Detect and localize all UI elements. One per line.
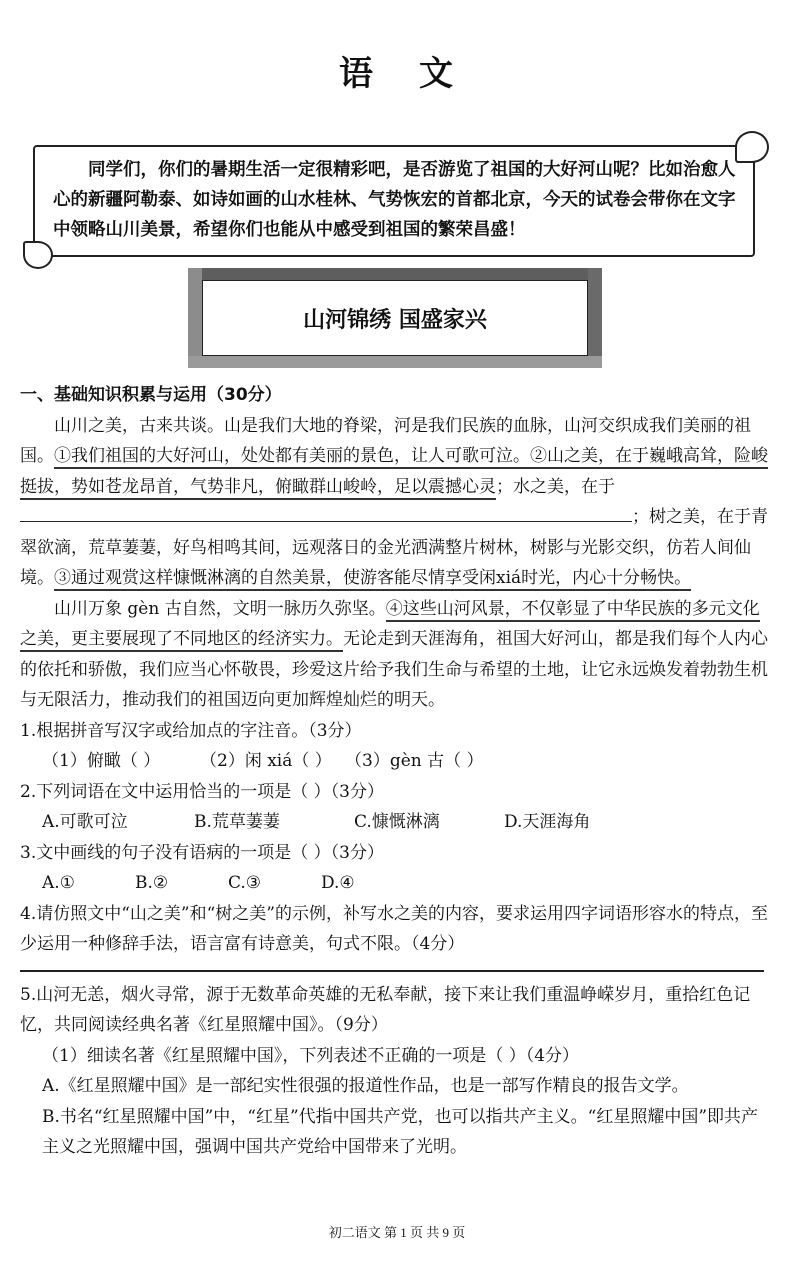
q2-option-b: B.荒草萋萋 xyxy=(194,812,280,832)
exam-content xyxy=(20,380,768,1163)
question-4: 4.请仿照文中“山之美”和“树之美”的示例，补写水之美的内容，要求运用四字词语形容水的特点，至少运用一种修辞手法，语言富有诗意美，句式不限。（4分） xyxy=(20,903,768,954)
fill-in-blank[interactable] xyxy=(20,503,632,522)
title-char-1: 语 xyxy=(339,54,375,94)
q2-option-a: A.可歌可泣 xyxy=(42,812,128,832)
intro-scroll-box xyxy=(33,145,755,257)
q1-item: （1）俯瞰（ ） xyxy=(42,751,161,771)
scroll-curl-decoration xyxy=(735,131,769,163)
question-3: 3.文中画线的句子没有语病的一项是（ ）（3分） xyxy=(20,842,384,863)
theme-banner xyxy=(188,268,602,368)
question-5: 5.山河无恙，烟火寻常，源于无数革命英雄的无私奉献，接下来让我们重温峥嵘岁月，重拾红色记忆，共同阅读经典名著《红星照耀中国》。（9分） xyxy=(20,984,751,1035)
section-heading: 一、基础知识积累与运用（30分） xyxy=(20,385,282,405)
intro-text: 同学们，你们的暑期生活一定很精彩吧，是否游览了祖国的大好河山呢？比如治愈人心的新疆阿勒泰、如诗如画的山水桂林、气势恢宏的首都北京，今天的试卷会带你在文字中领略山川美景，希望你们也能从中感受到祖国的繁荣昌盛！ xyxy=(53,160,736,240)
underlined-sentence-2: ②山之美，在于巍峨高耸，险峻挺拔，势如苍龙昂首，气势非凡，俯瞰群山峻岭，足以震撼心灵 xyxy=(20,446,768,500)
passage-paragraph-1: 山川之美，古来共谈。山是我们大地的脊梁，河是我们民族的血脉，山河交织成我们美丽的祖国。①我们祖国的大好河山，处处都有美丽的景色，让人可歌可泣。②山之美，在于巍峨高耸，险峻挺拔，势如苍龙昂首，气势非凡，俯瞰群山峻岭，足以震撼心灵；水之美，在于；树之美，在于青翠欲滴，荒草萋萋，好鸟相鸣其间，远观落日的金光洒满整片树林，树影与光影交织，仿若人间仙境。③通过观赏这样慷慨淋漓的自然美景，使游客能尽情享受闲xiá时光，内心十分畅快。 xyxy=(20,411,768,594)
q2-option-c: C.慷慨淋漓 xyxy=(354,812,440,832)
q1-item: （3）gèn 古（ ） xyxy=(345,751,484,771)
page-footer: 初二语文 第 1 页 共 9 页 xyxy=(328,1225,466,1240)
q1-item: （2）闲 xiá（ ） xyxy=(200,751,332,771)
scroll-curl-decoration xyxy=(23,241,53,269)
title-char-2: 文 xyxy=(419,54,455,94)
underlined-sentence-3: ③通过观赏这样慷慨淋漓的自然美景，使游客能尽情享受闲xiá时光，内心十分畅快。 xyxy=(54,568,691,591)
question-2: 2.下列词语在文中运用恰当的一项是（ ）（3分） xyxy=(20,781,384,802)
question-1: 1.根据拼音写汉字或给加点的字注音。（3分） xyxy=(20,720,362,741)
question-1-options xyxy=(42,746,768,777)
page-title xyxy=(0,46,794,95)
passage-paragraph-2: 山川万象 gèn 古自然，文明一脉历久弥坚。④这些山河风景，不仅彰显了中华民族的多元文化之美，更主要展现了不同地区的经济实力。无论走到天涯海角，祖国大好河山，都是我们每个人内心的依托和骄傲，我们应当心怀敬畏，珍爱这片给予我们生命与希望的土地，让它永远焕发着勃勃生机与无限活力，推动我们的祖国迈向更加辉煌灿烂的明天。 xyxy=(20,598,768,710)
answer-line[interactable] xyxy=(20,970,764,972)
question-2-options xyxy=(42,807,768,838)
q3-option-c: C.③ xyxy=(228,873,262,893)
q5-1-option-b: B.书名“红星照耀中国”中，“红星”代指中国共产党，也可以指共产主义。“红星照耀中国”即共产主义之光照耀中国，强调中国共产党给中国带来了光明。 xyxy=(42,1106,759,1157)
q5-1-option-a: A.《红星照耀中国》是一部纪实性很强的报道性作品，也是一部写作精良的报告文学。 xyxy=(42,1076,689,1096)
banner-text: 山河锦绣 国盛家兴 xyxy=(202,280,588,356)
q2-option-d: D.天涯海角 xyxy=(504,812,591,832)
q3-option-a: A.① xyxy=(42,873,75,893)
question-5-1: （1）细读名著《红星照耀中国》，下列表述不正确的一项是（ ）（4分） xyxy=(42,1045,580,1066)
q3-option-d: D.④ xyxy=(321,873,355,893)
q3-option-b: B.② xyxy=(135,873,169,893)
question-3-options xyxy=(42,868,768,899)
underlined-sentence-4: ④这些山河风景，不仅彰显了中华民族的多元文化之美，更主要展现了不同地区的经济实力。 xyxy=(20,599,760,653)
underlined-sentence-1: ①我们祖国的大好河山，处处都有美丽的景色，让人可歌可泣。 xyxy=(54,446,530,469)
